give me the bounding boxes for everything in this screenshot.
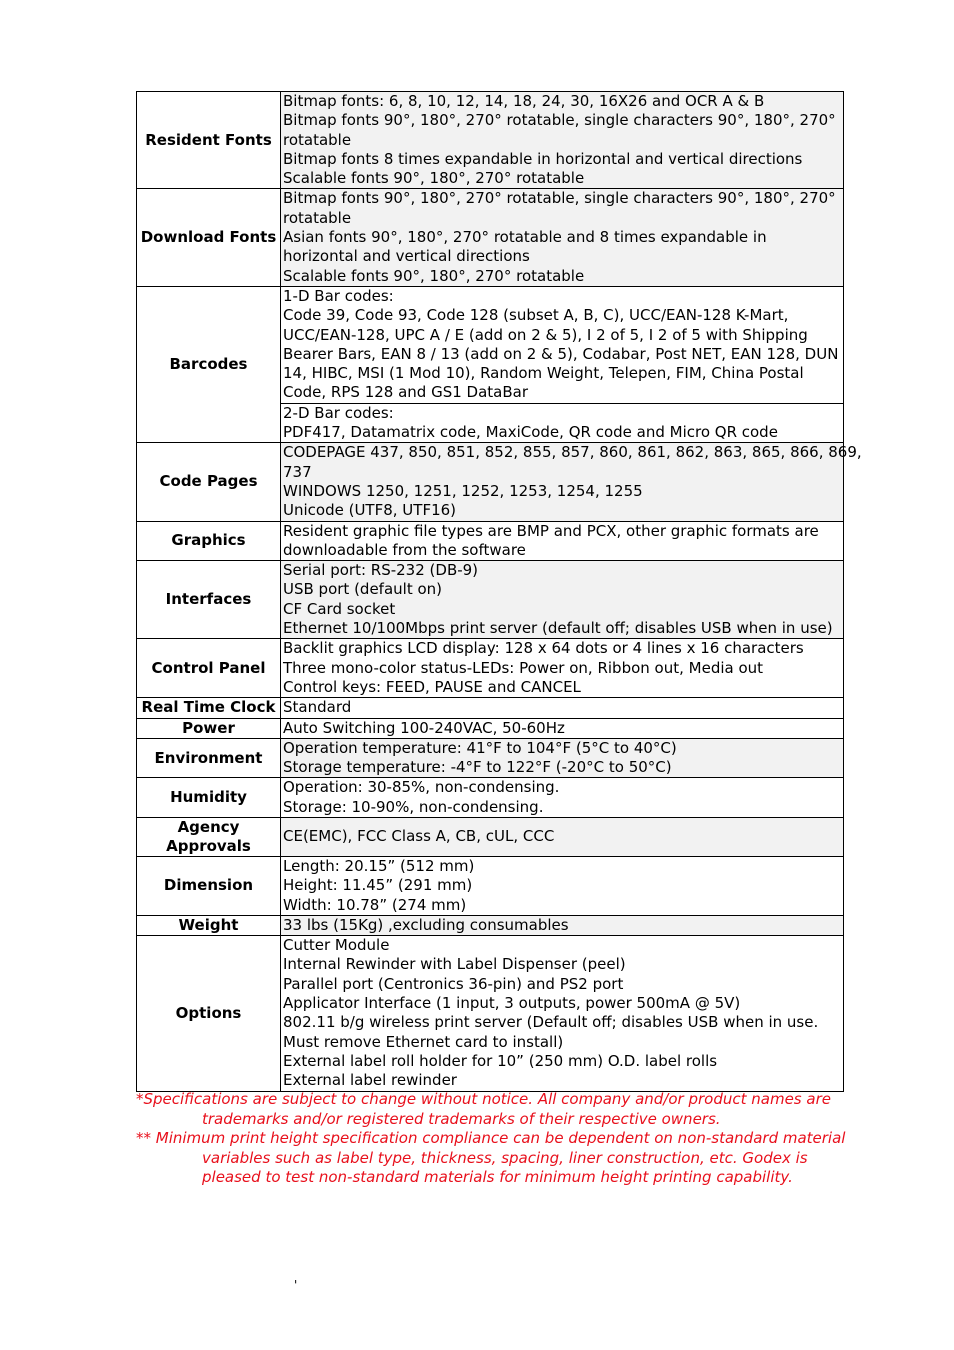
spec-line: UCC/EAN-128, UPC A / E (add on 2 & 5), I 2 of 5, I 2 of 5 with Shipping	[283, 325, 808, 344]
spec-label	[137, 817, 281, 856]
spec-value	[281, 718, 844, 738]
spec-value	[281, 521, 844, 561]
spec-label: Barcodes	[137, 286, 281, 442]
spec-line: Length: 20.15” (512 mm)	[283, 856, 475, 875]
spec-line: Unicode (UTF8, UTF16)	[283, 501, 457, 520]
spec-line: 33 lbs (15Kg) ,excluding consumables	[283, 915, 569, 934]
footnote-text: *Specifications are subject to change without notice. All company and/or product names are trademarks and/or registered trademarks of their respective owners.	[136, 1090, 831, 1128]
footnotes	[136, 1090, 846, 1188]
specifications-table	[136, 91, 862, 1092]
spec-value	[281, 856, 844, 915]
spec-line: Backlit graphics LCD display: 128 x 64 dots or 4 lines x 16 characters	[283, 639, 804, 658]
spec-line: 14, HIBC, MSI (1 Mod 10), Random Weight, Telepen, FIM, China Postal	[283, 364, 804, 383]
spec-label: Interfaces	[137, 561, 281, 639]
spec-value	[281, 403, 844, 443]
spec-value	[281, 189, 844, 286]
spec-line: CE(EMC), FCC Class A, CB, cUL, CCC	[283, 827, 555, 846]
spec-row-code-pages	[137, 443, 844, 521]
spec-line: External label roll holder for 10” (250 mm) O.D. label rolls	[283, 1051, 718, 1070]
spec-label: Download Fonts	[137, 189, 281, 286]
spec-value	[281, 286, 844, 403]
spec-line: horizontal and vertical directions	[283, 247, 530, 266]
spec-line: Serial port: RS-232 (DB-9)	[283, 561, 479, 580]
spec-line: Bitmap fonts 90°, 180°, 270° rotatable, single characters 90°, 180°, 270°	[283, 189, 836, 208]
spec-row-resident-fonts	[137, 92, 844, 189]
spec-label: Resident Fonts	[137, 92, 281, 189]
spec-line: Cutter Module	[283, 936, 390, 955]
spec-line: Must remove Ethernet card to install)	[283, 1032, 564, 1051]
spec-value	[281, 561, 844, 639]
spec-line: Asian fonts 90°, 180°, 270° rotatable and 8 times expandable in	[283, 228, 767, 247]
spec-label-line: Approvals	[166, 836, 251, 855]
spec-line: PDF417, Datamatrix code, MaxiCode, QR code and Micro QR code	[283, 423, 778, 442]
spec-line: Ethernet 10/100Mbps print server (default off; disables USB when in use)	[283, 619, 833, 638]
spec-line: Scalable fonts 90°, 180°, 270° rotatable	[283, 169, 585, 188]
spec-label: Options	[137, 936, 281, 1091]
spec-label: Weight	[137, 915, 281, 935]
footnote-specifications	[136, 1090, 846, 1129]
spec-value	[281, 443, 862, 521]
spec-row-barcodes-1d	[137, 286, 844, 403]
spec-value	[281, 698, 844, 718]
spec-line: Resident graphic file types are BMP and PCX, other graphic formats are	[283, 521, 819, 540]
spec-row-weight	[137, 915, 844, 935]
spec-line: Bitmap fonts 90°, 180°, 270° rotatable, single characters 90°, 180°, 270°	[283, 111, 836, 130]
spec-line: 802.11 b/g wireless print server (Default off; disables USB when in use.	[283, 1013, 819, 1032]
spec-line: Operation temperature: 41°F to 104°F (5°C to 40°C)	[283, 738, 677, 757]
spec-line: Applicator Interface (1 input, 3 outputs, power 500mA @ 5V)	[283, 994, 741, 1013]
stray-mark: '	[294, 1278, 298, 1292]
spec-line: rotatable	[283, 208, 352, 227]
spec-row-environment	[137, 738, 844, 778]
spec-value	[281, 92, 844, 189]
spec-line: Width: 10.78” (274 mm)	[283, 895, 467, 914]
spec-row-agency-approvals	[137, 817, 844, 856]
spec-line: CF Card socket	[283, 599, 396, 618]
spec-row-options	[137, 936, 844, 1091]
spec-value	[281, 817, 844, 856]
spec-label: Code Pages	[137, 443, 281, 521]
spec-row-download-fonts	[137, 189, 844, 286]
spec-line: Height: 11.45” (291 mm)	[283, 876, 473, 895]
spec-line: Scalable fonts 90°, 180°, 270° rotatable	[283, 266, 585, 285]
spec-label: Real Time Clock	[137, 698, 281, 718]
spec-value	[281, 639, 844, 698]
spec-line: Storage: 10-90%, non-condensing.	[283, 797, 544, 816]
spec-label-line: Agency	[177, 817, 240, 836]
spec-row-humidity	[137, 778, 844, 818]
spec-line: Auto Switching 100-240VAC, 50-60Hz	[283, 718, 565, 737]
spec-line: External label rewinder	[283, 1071, 457, 1090]
footnote-print-height	[136, 1129, 846, 1188]
spec-line: Control keys: FEED, PAUSE and CANCEL	[283, 677, 581, 696]
spec-row-real-time-clock	[137, 698, 844, 718]
spec-row-power	[137, 718, 844, 738]
spec-value	[281, 738, 844, 778]
spec-value	[281, 915, 844, 935]
spec-row-dimension	[137, 856, 844, 915]
spec-label: Environment	[137, 738, 281, 778]
spec-row-graphics	[137, 521, 844, 561]
spec-line: CODEPAGE 437, 850, 851, 852, 855, 857, 860, 861, 862, 863, 865, 866, 869,	[283, 443, 862, 462]
spec-line: Code 39, Code 93, Code 128 (subset A, B, C), UCC/EAN-128 K-Mart,	[283, 306, 789, 325]
spec-line: Parallel port (Centronics 36-pin) and PS2 port	[283, 974, 624, 993]
spec-line: Three mono-color status-LEDs: Power on, Ribbon out, Media out	[283, 658, 764, 677]
spec-line: rotatable	[283, 130, 352, 149]
spec-line: 737	[283, 462, 312, 481]
spec-value	[281, 936, 844, 1091]
spec-label: Power	[137, 718, 281, 738]
spec-line: 1-D Bar codes:	[283, 286, 394, 305]
spec-line: Operation: 30-85%, non-condensing.	[283, 778, 560, 797]
spec-line: Standard	[283, 698, 352, 717]
spec-value	[281, 778, 844, 818]
spec-label: Dimension	[137, 856, 281, 915]
spec-line: Storage temperature: -4°F to 122°F (-20°C to 50°C)	[283, 758, 672, 777]
spec-line: Code, RPS 128 and GS1 DataBar	[283, 383, 529, 402]
spec-row-interfaces	[137, 561, 844, 639]
spec-line: downloadable from the software	[283, 540, 526, 559]
spec-line: Bearer Bars, EAN 8 / 13 (add on 2 & 5), Codabar, Post NET, EAN 128, DUN	[283, 344, 839, 363]
spec-label: Humidity	[137, 778, 281, 818]
spec-line: USB port (default on)	[283, 580, 443, 599]
spec-line: 2-D Bar codes:	[283, 403, 394, 422]
spec-line: Bitmap fonts 8 times expandable in horizontal and vertical directions	[283, 149, 803, 168]
spec-line: WINDOWS 1250, 1251, 1252, 1253, 1254, 1255	[283, 481, 643, 500]
spec-line: Internal Rewinder with Label Dispenser (peel)	[283, 955, 626, 974]
spec-label: Graphics	[137, 521, 281, 561]
spec-line: Bitmap fonts: 6, 8, 10, 12, 14, 18, 24, 30, 16X26 and OCR A & B	[283, 92, 765, 110]
spec-row-control-panel	[137, 639, 844, 698]
spec-label: Control Panel	[137, 639, 281, 698]
footnote-text: ** Minimum print height specification compliance can be dependent on non-standard material variables such as label type, thickness, spacing, liner construction, etc. Godex is pleased to test non-standard materials for minimum height printing capability.	[136, 1129, 846, 1186]
